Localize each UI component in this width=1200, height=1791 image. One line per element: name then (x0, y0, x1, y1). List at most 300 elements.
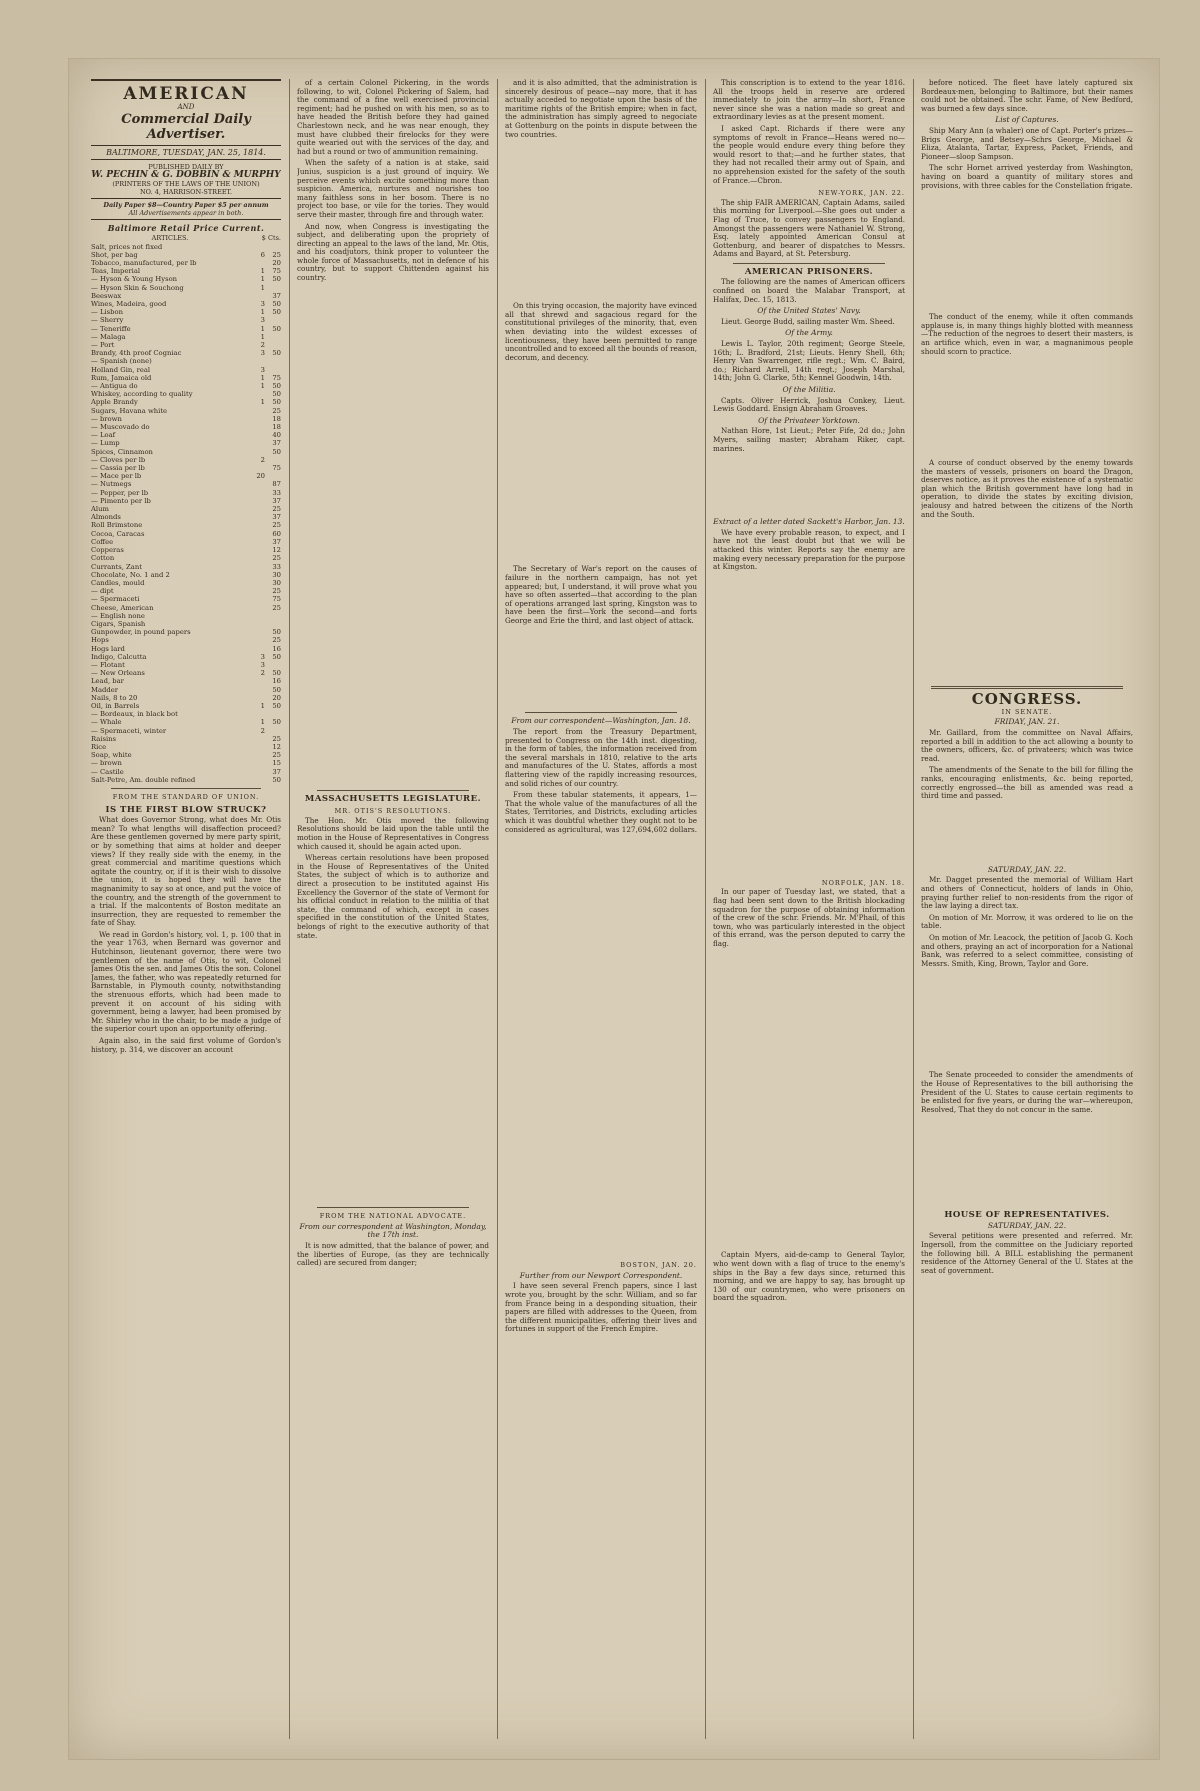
price-cents (265, 284, 281, 292)
price-dollars (249, 620, 265, 628)
price-cents: 50 (272, 701, 281, 710)
price-dollars: 6 (260, 250, 265, 259)
price-row (91, 243, 281, 251)
price-article: — Malaga (91, 332, 126, 341)
price-cents: 37 (272, 496, 281, 505)
article-dateline: NEW-YORK, JAN. 22. (818, 189, 905, 198)
price-article: Holland Gin, real (91, 365, 151, 374)
price-row (91, 587, 281, 595)
price-article: Rum, Jamaica old (91, 373, 152, 382)
price-article: — Mace per lb (91, 472, 142, 481)
published-by: PUBLISHED DAILY BY (148, 163, 224, 172)
price-row (91, 357, 281, 365)
price-row (91, 530, 281, 538)
price-cents: 50 (272, 775, 281, 784)
price-article: — Bordeaux, in black bot (91, 710, 178, 719)
column-3 (505, 79, 697, 1739)
price-row (91, 439, 281, 447)
price-article: Cheese, American (91, 603, 154, 612)
price-article: — Whale (91, 718, 122, 727)
price-dollars (249, 357, 265, 365)
price-dollars: 1 (260, 324, 265, 333)
article-paragraph: The Hon. Mr. Otis moved the following Resolutions should be laid upon the table until the motion in the House of Representatives in Congress which caused it, should be again acted upon. (297, 815, 489, 851)
price-row (91, 727, 281, 735)
price-row (91, 472, 281, 480)
price-row (91, 604, 281, 612)
price-row (91, 521, 281, 529)
price-article: Soap, white (91, 751, 132, 760)
article-paragraph: Ship Mary Ann (a whaler) one of Capt. Porter's prizes—Brigs George, and Betsey—Schrs George, Michael & Eliza, Atalanta, Tartar, Express, Packet, Friends, and Pioneer—sloop Sampson. (921, 125, 1133, 161)
price-cents: 50 (272, 275, 281, 284)
price-row (91, 776, 281, 784)
article-subhead: Extract of a letter dated Sackett's Harbor, Jan. 13. (713, 517, 905, 527)
article-paragraph: This conscription is to extend to the year 1816. All the troops held in reserve are ordered immediately to join the army—In short, France never since she was a nation made so great and extraordinary levies as at the present moment. (713, 79, 905, 122)
price-dollars: 1 (260, 332, 265, 341)
price-row (91, 325, 281, 333)
price-article: Copperas (91, 546, 124, 555)
price-dollars: 3 (260, 652, 265, 661)
price-cents: 50 (272, 447, 281, 456)
price-cents: 50 (272, 398, 281, 407)
column-2 (297, 79, 489, 1739)
divider (931, 686, 1123, 689)
newspaper-page (68, 58, 1160, 1760)
price-cents: 18 (272, 414, 281, 423)
price-row (91, 653, 281, 661)
article-paragraph: and it is also admitted, that the administration is sincerely desirous of peace—nay more, that it has actually acceded to negotiate upon the basis of the maritime rights of the British empire; when in fact, the administration has simply agreed to negociate at Gottenburg on the points in dispute between the two countries. (505, 79, 697, 139)
price-article: — Pimento per lb (91, 496, 151, 505)
price-article: — Antigua do (91, 382, 138, 391)
price-row (91, 645, 281, 653)
masthead (91, 79, 281, 146)
price-row (91, 612, 281, 620)
masthead-subtitle: Commercial Daily Advertiser. (121, 111, 251, 142)
price-row (91, 292, 281, 300)
article-subhead: Further from our Newport Correspondent. (519, 1270, 683, 1280)
price-col-cts: $ Cts. (261, 234, 281, 243)
price-row (91, 407, 281, 415)
price-dollars (249, 612, 265, 620)
price-dollars: 20 (256, 472, 265, 481)
price-rows (91, 243, 281, 784)
price-article: Roll Brimstone (91, 521, 143, 530)
price-article: Candles, mould (91, 578, 145, 587)
price-dollars: 1 (260, 382, 265, 391)
price-cents: 33 (272, 488, 281, 497)
price-cents: 12 (272, 742, 281, 751)
price-row (91, 316, 281, 324)
price-cents: 18 (272, 423, 281, 432)
price-cents: 37 (272, 291, 281, 300)
price-dollars (249, 243, 265, 251)
price-article: Cocoa, Caracas (91, 529, 145, 538)
price-cents: 87 (272, 480, 281, 489)
price-article: Alum (91, 505, 109, 514)
price-dollars (249, 628, 265, 636)
article-paragraph: Captain Myers, aid-de-camp to General Taylor, who went down with a flag of truce to the enemy's ships in the Bay a few days since, returned this morning, and we are happy to say, has brought up 130 of our countrymen, who were prisoners on board the squadron. (713, 1250, 905, 1303)
price-article: Raisins (91, 734, 117, 743)
column-divider (289, 79, 290, 1739)
price-dollars (249, 415, 265, 423)
article-headline: IS THE FIRST BLOW STRUCK? (105, 804, 267, 815)
article-credit: FROM THE NATIONAL ADVOCATE. (319, 1212, 467, 1221)
price-dollars: 2 (260, 455, 265, 464)
price-article: Tobacco, manufactured, per lb (91, 258, 197, 267)
price-dollars: 1 (260, 398, 265, 407)
price-cents (265, 456, 281, 464)
price-row (91, 538, 281, 546)
price-dollars (249, 513, 265, 521)
article-paragraph: We have every probable reason, to expect, and I have not the least doubt but that we will be attacked this winter. Reports say the enemy are making every necessary preparation for the purpose at Kingston. (713, 527, 905, 572)
price-dollars (249, 554, 265, 562)
article-subhead: Of the United States' Navy. (757, 306, 861, 316)
advertisement-note: All Advertisements appear in both. (91, 209, 281, 220)
divider (111, 788, 261, 789)
price-cents (265, 341, 281, 349)
price-cents: 50 (272, 390, 281, 399)
article-paragraph: I have seen several French papers, since I last wrote you, brought by the schr. William, and so far from France being in a desponding situation, their papers are filled with addresses to the Queen, from the different municipalities, offering their lives and fortunes in support of the French Empire. (505, 1281, 697, 1334)
price-dollars (249, 489, 265, 497)
divider (733, 263, 885, 264)
column-1 (91, 79, 281, 1739)
article-dateline: NORFOLK, JAN. 18. (821, 878, 905, 887)
price-article: Hogs lard (91, 644, 125, 653)
price-cents: 50 (272, 324, 281, 333)
column-4 (713, 79, 905, 1739)
price-cents: 50 (272, 300, 281, 308)
price-row (91, 259, 281, 267)
price-article: — Flotant (91, 660, 125, 669)
price-dollars (249, 505, 265, 513)
price-cents: 25 (272, 751, 281, 760)
senate-subhead: IN SENATE. (1001, 707, 1053, 716)
price-article: Chocolate, No. 1 and 2 (91, 570, 170, 579)
price-cents: 25 (272, 603, 281, 612)
price-row (91, 751, 281, 759)
article-paragraph: Nathan Hore, 1st Lieut.; Peter Fife, 2d do.; John Myers, sailing master; Abraham Riker, capt. marines. (713, 426, 905, 453)
price-row (91, 686, 281, 694)
price-row (91, 710, 281, 718)
price-dollars (249, 464, 265, 472)
price-cents: 40 (272, 431, 281, 440)
article-paragraph: I asked Capt. Richards if there were any symptoms of revolt in France—Heans wered no—the people would endure every thing before they would resort to that;—and he further states, that they had not recalled their army out of Spain, and no apprehension existed for the safety of the south of France.—Cbron. (713, 123, 905, 185)
price-cents: 50 (272, 669, 281, 678)
price-article: Salt-Petre, Am. double refined (91, 775, 196, 784)
price-dollars (249, 743, 265, 751)
price-cents (265, 612, 281, 620)
price-cents: 50 (272, 652, 281, 661)
divider (317, 1207, 469, 1208)
price-dollars (249, 292, 265, 300)
article-paragraph: The following are the names of American officers confined on board the Malabar Transport, at Halifax, Dec. 15, 1813. (713, 277, 905, 304)
subscription-terms: Daily Paper $8—Country Paper $5 per annum (91, 198, 281, 209)
price-article: Spices, Cinnamon (91, 447, 153, 456)
price-article: — dipt (91, 587, 114, 596)
price-article: Apple Brandy (91, 398, 138, 407)
price-dollars (249, 448, 265, 456)
price-article: Sugars, Havana white (91, 406, 168, 415)
price-cents: 50 (272, 718, 281, 727)
price-article: Cigars, Spanish (91, 619, 146, 628)
price-row (91, 702, 281, 710)
price-row (91, 251, 281, 259)
price-row (91, 661, 281, 669)
price-dollars (249, 768, 265, 776)
price-article: — Muscovado do (91, 423, 150, 432)
price-dollars (249, 686, 265, 694)
session-date: SATURDAY, JAN. 22. (987, 1220, 1067, 1230)
article-paragraph: What does Governor Strong, what does Mr. Otis mean? To what lengths will disaffection proceed? Are these gentlemen governed by mere party spirit, or by something that aims at holder and deeper views? If they really side with the enemy, in the great commercial and maritime questions which agitate the country, or, if it is their wish to dissolve the union, it is hoped they will have the magnanimity to say so at once, and put the voice of the country, and the strength of the government to a trial. If the malcontents of Boston meditate an insurrection, they are requested to remember the fate of Shay. (91, 815, 281, 928)
article-subhead: Of the Army. (785, 328, 833, 338)
price-cents: 30 (272, 570, 281, 579)
price-cents: 25 (272, 734, 281, 743)
price-row (91, 423, 281, 431)
price-article: Rice (91, 742, 107, 751)
article-paragraph: Lieut. George Budd, sailing master Wm. Sheed. (721, 316, 895, 326)
article-paragraph: It is now admitted, that the balance of power, and the liberties of Europe, (as they are technically called) are secured from danger; (297, 1240, 489, 1268)
price-row (91, 620, 281, 628)
article-paragraph: On motion of Mr. Morrow, it was ordered to lie on the table. (921, 912, 1133, 931)
price-article: Teas, Imperial (91, 267, 141, 276)
price-dollars (249, 431, 265, 439)
price-article: — Spermaceti (91, 595, 140, 604)
price-dollars (249, 480, 265, 488)
price-cents: 25 (272, 406, 281, 415)
price-row (91, 513, 281, 521)
price-article: — Hyson Skin & Souchong (91, 283, 184, 292)
price-dollars (249, 587, 265, 595)
column-divider (497, 79, 498, 1739)
article-headline: AMERICAN PRISONERS. (744, 266, 874, 277)
price-cents: 25 (272, 521, 281, 530)
price-row (91, 743, 281, 751)
price-cents (265, 333, 281, 341)
price-dollars (249, 636, 265, 644)
price-cents: 16 (272, 677, 281, 686)
price-cents: 50 (272, 308, 281, 317)
price-article: — brown (91, 759, 122, 768)
article-paragraph: The Secretary of War's report on the causes of failure in the northern campaign, has not yet appeared; but, I understand, it will prove what you have so often asserted—that according to the plan of operations arranged last spring, Kingston was to have been the first—York the second—and forts George and Erie the third, and last object of attack. (505, 564, 697, 625)
price-cents: 37 (272, 537, 281, 546)
price-article: — Nutmegs (91, 480, 132, 489)
price-article: — Lump (91, 439, 120, 448)
price-article: Wines, Madeira, good (91, 300, 167, 308)
price-dollars: 1 (260, 308, 265, 317)
price-cents: 50 (272, 382, 281, 391)
price-cents: 75 (272, 464, 281, 473)
price-cents: 75 (272, 595, 281, 604)
price-article: — Lisbon (91, 308, 123, 317)
price-article: Currants, Zant (91, 562, 142, 571)
price-article: Nails, 8 to 20 (91, 693, 138, 702)
price-dollars (249, 563, 265, 571)
price-dollars (249, 390, 265, 398)
price-row (91, 628, 281, 636)
price-article: Brandy, 4th proof Cogniac (91, 349, 182, 358)
price-cents (265, 316, 281, 324)
price-row (91, 735, 281, 743)
article-subhead: Of the Militia. (782, 385, 836, 394)
price-dollars (249, 497, 265, 505)
masthead-title: AMERICAN (123, 84, 249, 104)
price-dollars (249, 595, 265, 603)
price-row (91, 505, 281, 513)
price-cents: 37 (272, 767, 281, 776)
article-paragraph: Mr. Gaillard, from the committee on Naval Affairs, reported a bill in addition to the act allowing a bounty to the owners, officers, &c. of privateers; which was twice read. (921, 728, 1133, 763)
article-paragraph: Capts. Oliver Herrick, Joshua Conkey, Lieut. Lewis Goddard. Ensign Abraham Groaves. (713, 395, 905, 414)
price-cents (265, 620, 281, 628)
price-article: — Teneriffe (91, 324, 131, 333)
article-paragraph: On motion of Mr. Leacock, the petition of Jacob G. Koch and others, praying an act of incorporation for a National Bank, was referred to a select committee, consisting of Messrs. Smith, King, Brown, Taylor and Gore. (921, 932, 1133, 968)
price-cents: 20 (272, 258, 281, 267)
price-article: — Castile (91, 767, 124, 776)
price-cents: 25 (272, 554, 281, 563)
price-dollars (249, 751, 265, 759)
price-cents: 50 (272, 628, 281, 637)
price-article: Shot, per bag (91, 250, 138, 259)
masthead-and: AND (177, 103, 195, 111)
price-row (91, 308, 281, 316)
price-cents: 20 (272, 693, 281, 702)
price-dollars (249, 776, 265, 784)
article-paragraph: A course of conduct observed by the enemy towards the masters of vessels, prisoners on board the Dragon, deserves notice, as it proves the existence of a systematic plan which the British government have long had in operation, to divide the states by exciting division, jealousy and hatred between the citizens of the North and the South. (921, 458, 1133, 519)
price-row (91, 718, 281, 726)
price-dollars (249, 439, 265, 447)
price-dollars (249, 645, 265, 653)
price-article: Coffee (91, 537, 114, 546)
price-row (91, 497, 281, 505)
price-cents: 30 (272, 578, 281, 587)
price-article: Indigo, Calcutta (91, 652, 147, 661)
price-article: Cotton (91, 554, 115, 563)
congress-heading: CONGRESS. (971, 690, 1083, 709)
price-row (91, 677, 281, 685)
price-dollars: 1 (260, 701, 265, 710)
article-paragraph: When the safety of a nation is at stake, said Junius, suspicion is a just ground of inquiry. We perceive events which excite something more than suspicion. America, nurtures and nourishes too many faithless sons in her bosom. There is no project too base, or vile for the tories. They would serve their master, through fire and through water. (297, 158, 489, 219)
price-article: — Loaf (91, 431, 116, 440)
article-paragraph: On this trying occasion, the majority have evinced all that shrewd and sagacious regard for the constitutional privileges of the minority, that, even when deviating into the wildest excesses of licentiousness, they have been permitted to range uncontrolled and to exceed all the bounds of reason, decorum, and decency. (505, 301, 697, 362)
price-cents: 37 (272, 513, 281, 522)
price-dollars (249, 604, 265, 612)
column-divider (913, 79, 914, 1739)
price-dollars: 3 (260, 300, 265, 308)
price-article: Beeswax (91, 291, 122, 300)
price-article: — English none (91, 611, 145, 620)
price-dollars: 2 (260, 341, 265, 350)
price-row (91, 669, 281, 677)
article-paragraph: The conduct of the enemy, while it often commands applause is, in many things highly blotted with meanness—The reduction of the negroes to desert their masters, is an artifice which, even in war, a magnanimous people should scorn to practice. (921, 312, 1133, 356)
price-article: — Spanish (none) (91, 357, 152, 366)
price-cents: 25 (272, 636, 281, 645)
price-cents: 50 (272, 685, 281, 694)
divider (525, 712, 677, 713)
price-article: — Cassia per lb (91, 464, 145, 473)
price-current-heading: Baltimore Retail Price Current. (107, 222, 265, 233)
price-dollars (249, 694, 265, 702)
article-paragraph: And now, when Congress is investigating the subject, and deliberating upon the propriety of directing an appeal to the laws of the land, Mr. Otis, and his coadjutors, think proper to volunteer the whole force of Massachusetts, not in defence of his country, but to support Chittenden against his country. (297, 221, 489, 283)
article-paragraph: From these tabular statements, it appears, 1—That the whole value of the manufactures of all the States, Territories, and Districts, excluding articles which it was doubtful whether they ought not to be considered as agricultural, was 127,694,602 dollars. (505, 790, 697, 834)
price-dollars: 3 (260, 316, 265, 325)
price-article: Almonds (91, 513, 121, 522)
price-dollars: 1 (260, 283, 265, 292)
price-cents: 33 (272, 562, 281, 571)
price-dollars (249, 677, 265, 685)
price-article: Madder (91, 685, 118, 694)
price-article: — New Orleans (91, 669, 145, 678)
article-paragraph: The ship FAIR AMERICAN, Captain Adams, sailed this morning for Liverpool.—She goes out under a Flag of Truce, to convey passengers to England. Amongst the passengers were Nathaniel W. Strong, Esq. lately appointed American Consul at Gottenburg, and bearer of dispatches to Messrs. Adams and Bayard, at St. Petersburg. (713, 197, 905, 259)
article-paragraph: before noticed. The fleet have lately captured six Bordeaux-men, belonging to Baltimore, but their names could not be obtained. The schr. Fame, of New Bedford, was burned a few days since. (921, 79, 1133, 113)
price-row (91, 571, 281, 579)
price-cents: 25 (272, 587, 281, 596)
divider (317, 790, 469, 791)
price-dollars (249, 546, 265, 554)
price-dollars: 3 (260, 660, 265, 669)
price-cents: 50 (272, 349, 281, 358)
price-row (91, 456, 281, 464)
article-paragraph: The amendments of the Senate to the bill for filling the ranks, encouraging enlistments, &c. being reported, correctly engrossed—the bill as amended was read a third time and passed. (921, 765, 1133, 801)
office-address: NO. 4, HARRISON-STREET. (139, 187, 233, 196)
price-article: — Pepper, per lb (91, 488, 149, 497)
price-row (91, 554, 281, 562)
article-subhead: MR. OTIS'S RESOLUTIONS. (334, 807, 452, 816)
price-row (91, 284, 281, 292)
price-dollars: 2 (260, 669, 265, 678)
article-credit: From our correspondent—Washington, Jan. 18. (511, 716, 691, 726)
price-article: Hops (91, 636, 109, 645)
column-divider (705, 79, 706, 1739)
article-paragraph: The report from the Treasury Department, presented to Congress on the 14th inst. digesting, in the form of tables, the information received from the several marshals in 1810, relative to the arts and manufactures of the U. States, affords a most flattering view of the rapidly increasing resources, and solid riches of our country. (505, 727, 697, 788)
price-dollars (249, 571, 265, 579)
price-article: — Sherry (91, 316, 124, 325)
price-article: — brown (91, 414, 122, 423)
price-dollars (249, 538, 265, 546)
price-row (91, 300, 281, 308)
price-article: — Spermaceti, winter (91, 726, 167, 735)
article-paragraph: Mr. Dagget presented the memorial of William Hart and others of Connecticut, holders of lands in Ohio, praying further relief to non-residents from the rigor of the law laying a direct tax. (921, 875, 1133, 911)
price-cents: 15 (272, 759, 281, 768)
price-row (91, 366, 281, 374)
article-paragraph: Lewis L. Taylor, 20th regiment; George Steele, 16th; L. Bradford, 21st; Lieuts. Henry Shell, 6th; Henry Van Swarrenger, rifle regt.; Wm. C. Baird, do.; Richard Arrell, 14th regt.; Joseph Marshal, 14th; John G. Clarke, 5th; Kennel Goodwin, 14th. (713, 339, 905, 383)
price-article: — Port (91, 341, 115, 350)
price-row (91, 267, 281, 275)
article-paragraph: Whereas certain resolutions have been proposed in the House of Representatives of the United States, the subject of which is to authorize and direct a prosecution to be instituted against His Excellency the Governor of the state of Vermont for his official conduct in relation to the militia of that state, the command of which, except in cases specified in the constitution of the United States, belongs of right to the executive authority of that state. (297, 853, 489, 940)
house-heading: HOUSE OF REPRESENTATIVES. (944, 1210, 1110, 1221)
price-cents: 16 (272, 644, 281, 653)
price-row (91, 595, 281, 603)
price-article: — Cloves per lb (91, 455, 146, 464)
price-article: Oil, in Barrels (91, 701, 140, 710)
article-paragraph: of a certain Colonel Pickering, in the words following, to wit, Colonel Pickering of Salem, had the command of a fine well exercised provincial regiment; had he pushed on with his men, so as to have headed the British before they had gained Charlestown neck, and he was near enough, they must have clubbed their firelocks for they were quite wearied out with the services of the day, and had but a round or two of ammunition remaining. (297, 79, 489, 156)
price-dollars: 2 (260, 726, 265, 735)
price-dollars: 3 (260, 365, 265, 374)
price-current-table (91, 234, 281, 784)
price-dollars (249, 759, 265, 767)
price-row (91, 382, 281, 390)
price-row (91, 768, 281, 776)
price-row (91, 579, 281, 587)
masthead-dateline: BALTIMORE, TUESDAY, JAN. 25, 1814. (91, 149, 281, 161)
article-headline: MASSACHUSETTS LEGISLATURE. (304, 793, 482, 804)
article-paragraph: Again also, in the said first volume of Gordon's history, p. 314, we discover an account (91, 1036, 281, 1054)
article-paragraph: The schr Hornet arrived yesterday from Washington, having on board a quantity of military stores and provisions, with three cables for the Constellation frigate. (921, 163, 1133, 190)
price-article: Lead, bar (91, 677, 124, 686)
price-row (91, 415, 281, 423)
price-row (91, 694, 281, 702)
column-5 (921, 79, 1133, 1739)
article-paragraph: We read in Gordon's history, vol. 1, p. 100 that in the year 1763, when Bernard was governor and Hutchinson, lieutenant governor, there were two gentlemen of the name of Otis, to wit, Colonel James Otis the sen. and James Otis the son. Colonel James, the father, who was repeatedly returned for Barnstable, in Plymouth county, notwithstanding the strenuous efforts, which had been made to prevent it on account of his siding with government, being a lawyer, had been promised by Mr. Shirley who in the chair, to be made a judge of the superior court upon an opportunity offering. (91, 929, 281, 1034)
price-row (91, 390, 281, 398)
price-dollars (249, 259, 265, 267)
